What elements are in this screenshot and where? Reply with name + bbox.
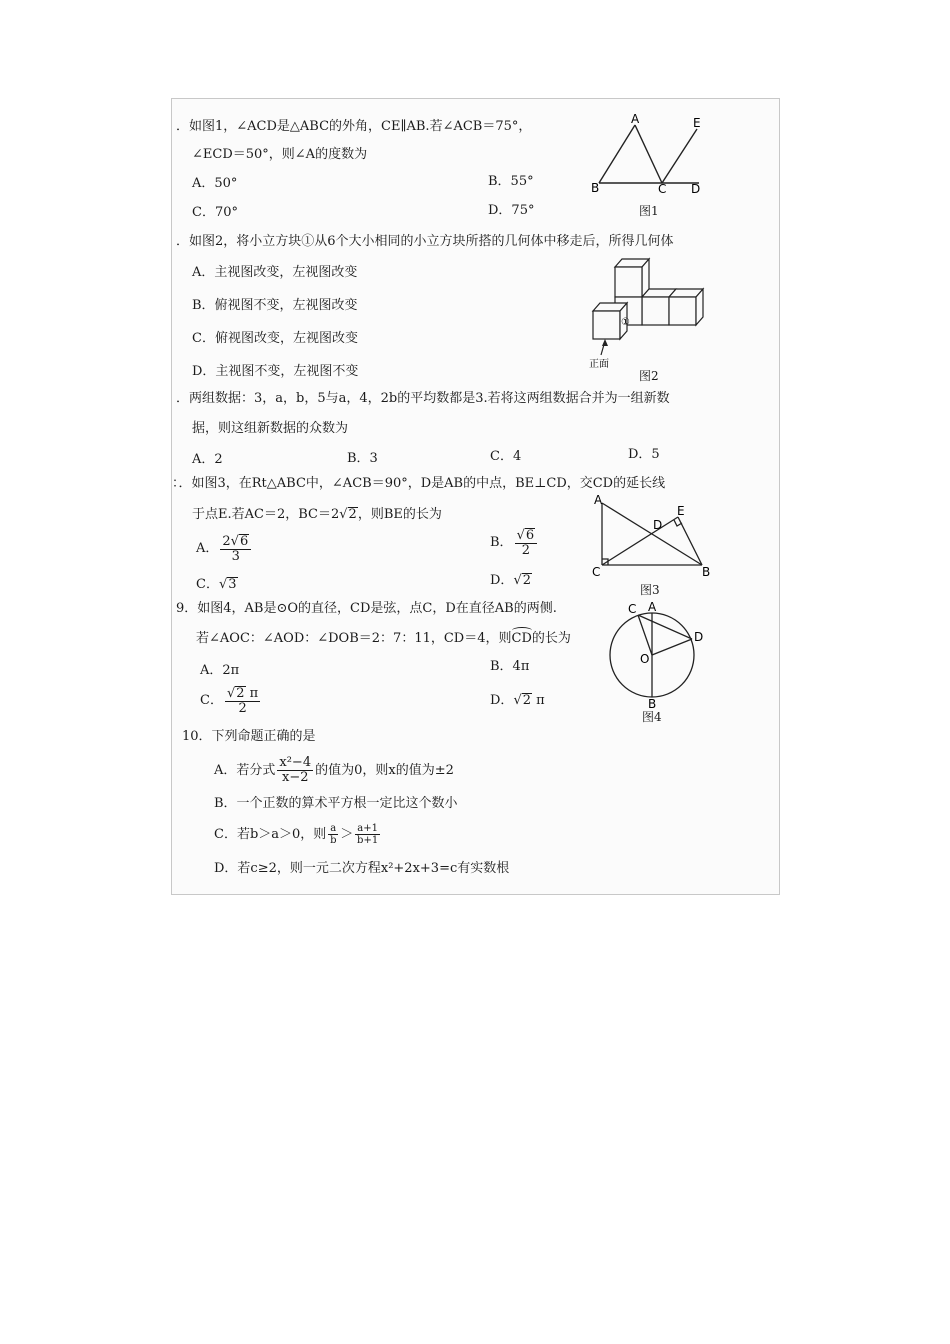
q1-option-a: A．50° <box>192 176 238 191</box>
fig1-label-b: B <box>591 181 600 193</box>
figure-1-caption: 图1 <box>639 204 659 218</box>
q4-option-d-label: D． <box>490 573 514 588</box>
q4-option-b-fraction: $\frac{√6}{2}$ <box>515 528 538 558</box>
q5-c-pi: π <box>249 685 259 701</box>
q4-option-a-label: A． <box>196 541 219 556</box>
q1-stem-line2: ∠ECD＝50°，则∠A的度数为 <box>192 147 368 162</box>
q1-option-d: D．75° <box>488 203 535 218</box>
q10-option-c-pre: C．若b＞a＞0，则 <box>214 827 327 842</box>
q5-c-radicand: 2 <box>236 685 245 701</box>
q4-option-b-label: B． <box>490 535 513 550</box>
q10-option-a <box>214 753 454 789</box>
q5-stem-line2-post: 的长为 <box>531 631 571 646</box>
figure-4-caption: 图4 <box>642 710 662 724</box>
q10-option-c <box>214 817 382 853</box>
q10-stem: 10．下列命题正确的是 <box>182 729 316 744</box>
q4-option-a <box>196 531 253 567</box>
q10-c-f1-num: a <box>330 823 337 834</box>
q5-option-a: A．2π <box>200 663 240 678</box>
q10-option-a-fraction <box>277 756 313 785</box>
q2-option-a: A．主视图改变，左视图改变 <box>192 265 358 280</box>
q5-stem-line1: 9．如图4，AB是⊙O的直径，CD是弦，点C，D在直径AB的两侧. <box>176 601 557 616</box>
q10-c-fraction-1 <box>328 823 338 846</box>
fig3-label-b: B <box>702 565 711 577</box>
fig2-cube-mark: ① <box>621 317 630 328</box>
q10-c-f1-den: b <box>330 835 337 846</box>
q4-option-c-label: C． <box>196 577 219 592</box>
q1-stem-line1: ．如图1，∠ACD是△ABC的外角，CE∥AB.若∠ACB＝75°， <box>176 119 532 134</box>
q4-stem-line1: ：．如图3，在Rt△ABC中，∠ACB＝90°，D是AB的中点，BE⊥CD，交CD的延长线 <box>172 476 666 491</box>
q4-b-radicand: 6 <box>525 527 535 543</box>
q1-option-c: C．70° <box>192 205 238 220</box>
q4-stem-line2-radicand: 2 <box>348 507 357 522</box>
q4-b-denominator: 2 <box>521 542 530 558</box>
q5-option-c-label: C． <box>200 693 223 708</box>
q3-stem-line1: ．两组数据：3，a，b，5与a，4，2b的平均数都是3.若将这两组数据合并为一组新数 <box>176 391 670 406</box>
fig4-label-d: D <box>694 630 704 644</box>
q4-stem-line2-post: ，则BE的长为 <box>357 507 442 522</box>
q5-arc-cd: CD <box>511 631 532 646</box>
q3-option-b: B．3 <box>347 451 378 466</box>
q2-option-c: C．俯视图改变，左视图改变 <box>192 331 358 346</box>
fig1-label-a: A <box>631 113 640 126</box>
q5-option-c <box>200 683 262 719</box>
q10-a-denominator: x−2 <box>282 770 309 785</box>
fig4-label-b: B <box>648 697 657 709</box>
q5-option-d: D．√2 π <box>490 693 545 708</box>
q5-stem-line2 <box>196 631 571 647</box>
figure-3-caption: 图3 <box>640 583 660 597</box>
exam-page <box>171 98 780 895</box>
q10-option-b: B．一个正数的算术平方根一定比这个数小 <box>214 796 458 811</box>
q2-stem-line1: ．如图2，将小立方块①从6个大小相同的小立方块所搭的几何体中移走后，所得几何体 <box>176 234 674 249</box>
fig3-label-c: C <box>592 565 601 577</box>
q4-a-denominator: 3 <box>231 548 240 564</box>
q3-stem-line2: 据，则这组新数据的众数为 <box>192 421 349 436</box>
figure-3-right-triangle <box>590 495 715 577</box>
figure-2-caption: 图2 <box>639 369 659 383</box>
q5-d-pi: π <box>536 693 545 708</box>
figure-1-triangle <box>587 113 717 193</box>
q5-d-radicand: 2 <box>522 693 532 708</box>
q2-option-b: B．俯视图不变，左视图改变 <box>192 298 358 313</box>
fig1-label-c: C <box>658 182 667 193</box>
fig1-label-d: D <box>691 182 701 193</box>
fig2-front-label: 正面 <box>589 359 609 370</box>
figure-2-cubes <box>587 255 717 375</box>
q10-option-a-post: 的值为0，则x的值为±2 <box>315 763 454 778</box>
fig4-label-o: O <box>640 652 650 666</box>
q5-option-d-label: D． <box>490 693 514 708</box>
q10-option-d: D．若c≥2，则一元二次方程x²+2x+3=c有实数根 <box>214 861 510 876</box>
q10-c-gt: ＞ <box>340 827 354 842</box>
q10-option-a-pre: A．若分式 <box>214 763 276 778</box>
q4-a-coef: 2 <box>222 533 231 549</box>
q3-option-d: D．5 <box>628 447 660 462</box>
q5-stem-line2-pre: 若∠AOC：∠AOD：∠DOB＝2：7：11，CD＝4，则 <box>196 631 512 646</box>
q4-option-c: C．√3 <box>196 577 237 592</box>
q1-option-b: B．55° <box>488 174 534 189</box>
fig1-label-e: E <box>693 116 701 130</box>
q10-a-numerator: x²−4 <box>279 755 312 770</box>
q10-c-fraction-2 <box>355 823 380 846</box>
q10-c-f2-den: b+1 <box>357 835 379 846</box>
q4-d-radicand: 2 <box>522 573 532 588</box>
q3-option-a: A．2 <box>192 452 223 467</box>
q5-c-denominator: 2 <box>238 700 247 716</box>
q4-c-radicand: 3 <box>228 577 237 592</box>
figure-4-circle <box>602 599 712 709</box>
fig3-label-e: E <box>677 504 685 518</box>
q2-option-d: D．主视图不变，左视图不变 <box>192 364 359 379</box>
fig3-label-a: A <box>594 495 603 507</box>
q4-stem-line2-pre: 于点E.若AC＝2，BC＝2 <box>192 507 340 522</box>
q4-stem-line2: 于点E.若AC＝2，BC＝2√2，则BE的长为 <box>192 507 442 522</box>
fig4-label-c: C <box>628 602 637 616</box>
q3-option-c: C．4 <box>490 449 522 464</box>
fig4-label-a: A <box>648 600 657 614</box>
q4-option-b <box>490 525 539 561</box>
q4-option-a-fraction: $\frac{2√6}{3}$ <box>220 534 251 564</box>
q4-a-radicand: 6 <box>239 533 249 549</box>
q5-option-c-fraction: $\frac{√2 \pi}{2}$ <box>226 685 259 716</box>
q10-c-f2-num: a+1 <box>357 823 378 834</box>
fig3-label-d: D <box>653 518 663 532</box>
q4-option-d: D．√2 <box>490 573 532 588</box>
q5-option-b: B．4π <box>490 659 530 674</box>
